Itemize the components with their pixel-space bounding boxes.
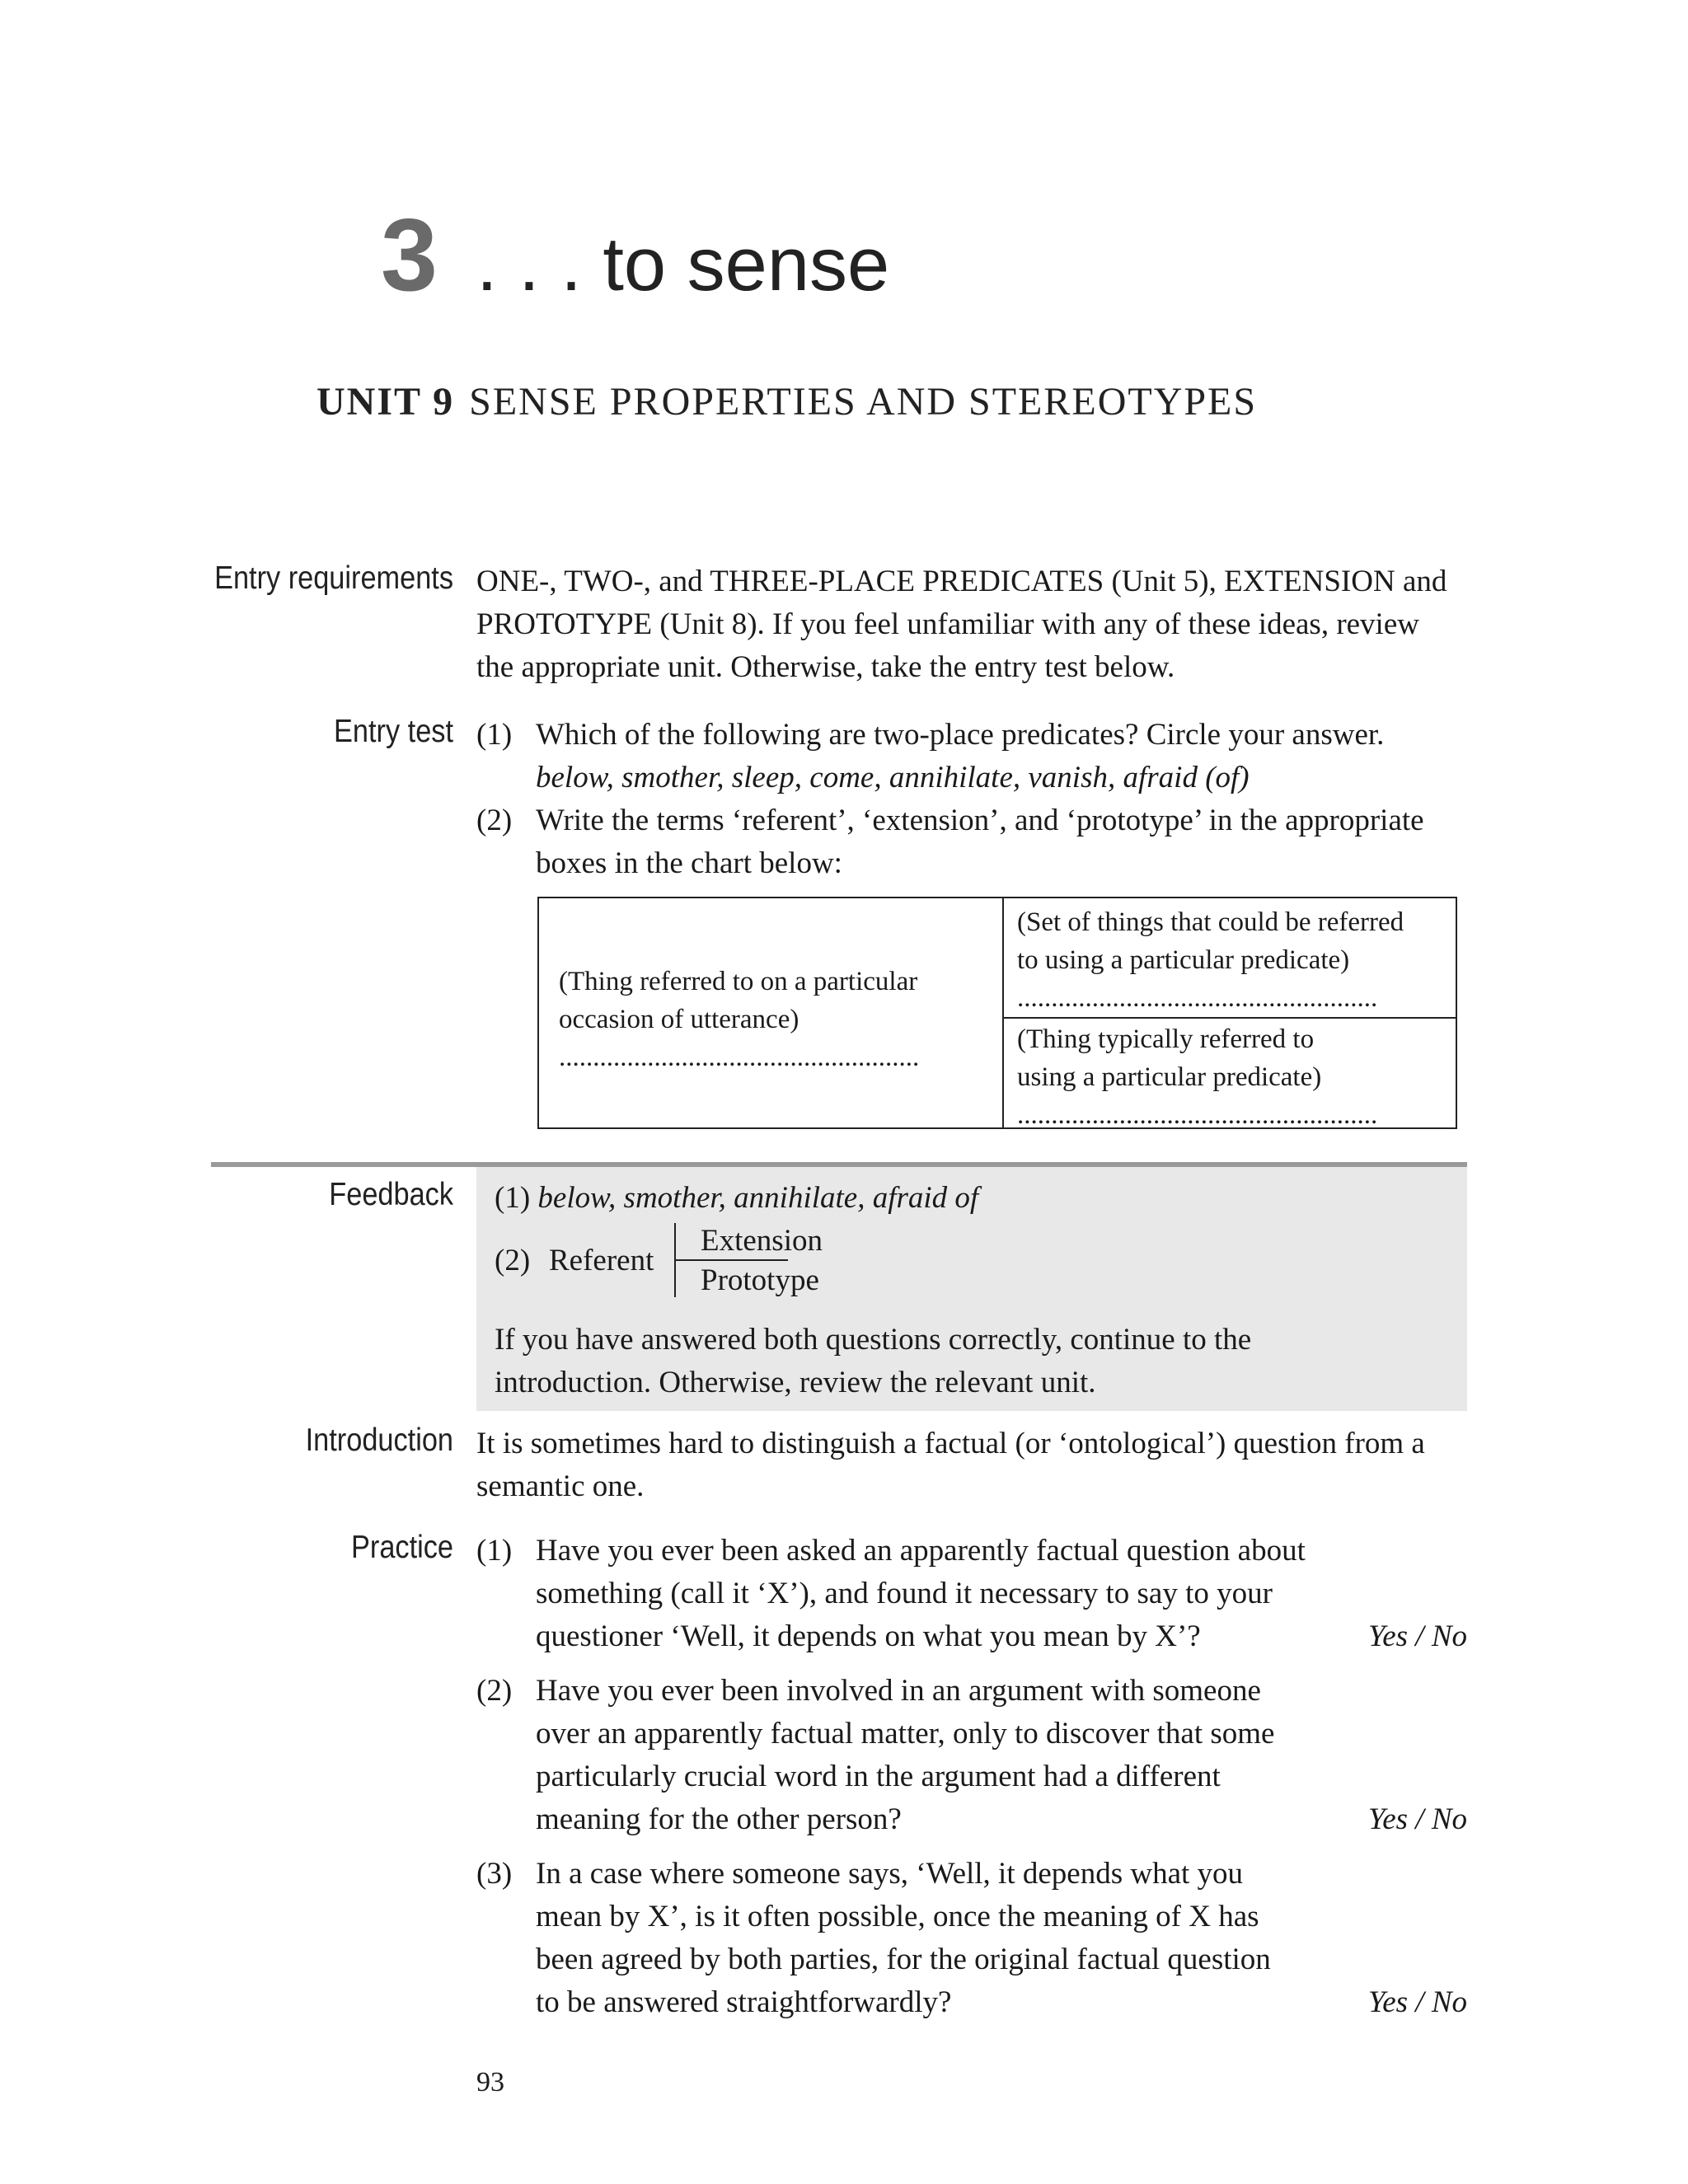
chapter-number: 3 [381,199,438,312]
question-2-line: boxes in the chart below: [536,846,842,880]
chart-cell-line: (Set of things that could be referred [1017,907,1404,937]
feedback-note [495,1319,1251,1404]
practice-line: questioner ‘Well, it depends on what you mean by X’? [536,1619,1201,1653]
practice-item-1 [536,1530,1306,1658]
practice-line: Have you ever been involved in an argument with someone [536,1674,1261,1708]
practice-line: meaning for the other person? [536,1802,902,1836]
practice-label: Practice [351,1530,453,1565]
entry-requirements-line: PROTOTYPE (Unit 8). If you feel unfamiliar with any of these ideas, review [476,607,1419,641]
unit-heading [316,379,1257,424]
chart-cell-line: (Thing referred to on a particular [559,967,918,996]
feedback-label: Feedback [329,1177,453,1212]
practice-line: to be answered straightforwardly? [536,1985,952,2019]
practice-item-number: (3) [476,1857,513,1891]
chart-cell-line: (Thing typically referred to [1017,1024,1315,1054]
chart-cell-line: occasion of utterance) [559,1005,799,1034]
answer-number: (1) [495,1181,531,1215]
yes-no-choice[interactable]: Yes / No [1368,1619,1467,1653]
feedback-box [476,1167,1467,1411]
answer-blank[interactable]: ..................................................... [559,1043,920,1072]
entry-requirements-text [476,560,1474,689]
practice-item-number: (1) [476,1534,513,1568]
predicate-options: below, smother, sleep, come, annihilate, vanish, afraid (of) [536,761,1250,794]
answer-1-text: below, smother, annihilate, afraid of [537,1181,979,1215]
question-1-text: Which of the following are two-place predicates? Circle your answer. [536,718,1385,752]
terms-chart [537,897,1457,1129]
practice-line: particularly crucial word in the argument had a different [536,1760,1221,1793]
practice-item-2 [536,1670,1274,1841]
unit-label: UNIT 9 [316,380,455,424]
practice-line: over an apparently factual matter, only to discover that some [536,1717,1275,1750]
chart-cell-line: using a particular predicate) [1017,1062,1322,1092]
introduction-label: Introduction [305,1422,453,1458]
page-number: 93 [476,2067,504,2097]
chapter-title: . . . to sense [476,223,890,307]
answer-blank[interactable]: ..................................................... [1017,1100,1378,1130]
question-number: (2) [476,804,513,837]
answer-extension: Extension [701,1224,823,1258]
answer-prototype: Prototype [701,1263,819,1297]
introduction-text [476,1422,1474,1508]
yes-no-choice[interactable]: Yes / No [1368,1802,1467,1836]
question-number: (1) [476,718,513,752]
answer-blank[interactable]: ..................................................... [1017,983,1378,1013]
feedback-answer-1 [495,1177,978,1220]
practice-item-number: (2) [476,1674,513,1708]
practice-item-3 [536,1853,1271,2024]
feedback-note-line: introduction. Otherwise, review the relevant unit. [495,1366,1096,1399]
introduction-line: It is sometimes hard to distinguish a factual (or ‘ontological’) question from a [476,1427,1425,1460]
feedback-note-line: If you have answered both questions correctly, continue to the [495,1323,1252,1357]
entry-test-label: Entry test [334,714,453,749]
entry-requirements-line: the appropriate unit. Otherwise, take the entry test below. [476,650,1175,684]
answer-number: (2) [495,1244,531,1277]
question-1-options [536,757,1250,799]
answer-referent: Referent [549,1244,654,1277]
question-2-line: Write the terms ‘referent’, ‘extension’, and ‘prototype’ in the appropriate [536,804,1424,837]
entry-requirements-line: ONE-, TWO-, and THREE-PLACE PREDICATES (Unit 5), EXTENSION and [476,565,1447,598]
entry-requirements-label: Entry requirements [214,560,453,596]
unit-title: SENSE PROPERTIES AND STEREOTYPES [469,380,1258,424]
practice-line: mean by X’, is it often possible, once the meaning of X has [536,1900,1259,1933]
chart-cell-line: to using a particular predicate) [1017,945,1350,975]
chart-prototype-cell [1004,1019,1457,1129]
chart-referent-cell [539,898,1004,1127]
chart-extension-cell [1004,898,1457,1019]
practice-line: In a case where someone says, ‘Well, it depends what you [536,1857,1244,1891]
practice-line: something (call it ‘X’), and found it necessary to say to your [536,1577,1273,1610]
practice-line: been agreed by both parties, for the original factual question [536,1943,1271,1976]
yes-no-choice[interactable]: Yes / No [1368,1985,1467,2019]
introduction-line: semantic one. [476,1469,645,1503]
practice-line: Have you ever been asked an apparently factual question about [536,1534,1306,1568]
